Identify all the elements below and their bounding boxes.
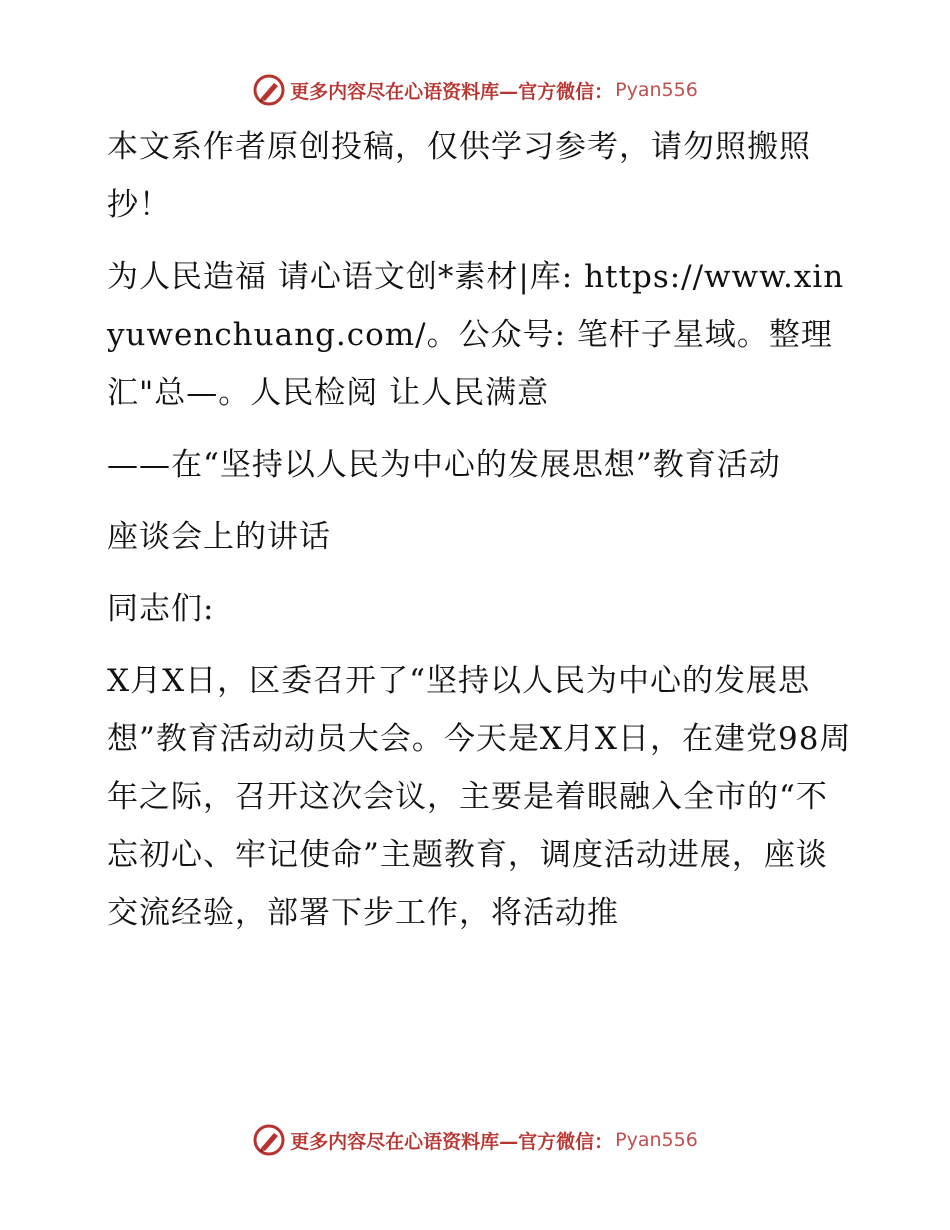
body-paragraph: X月X日，区委召开了“坚持以人民为中心的发展思想”教育活动动员大会。今天是X月X日，在建党98周年之际，召开这次会议，主要是着眼融入全市的“不忘初心、牢记使命”主题教育，调度活动进展，座谈交流经验，部署下步工作，将活动推 (107, 663, 852, 931)
subtitle-line-2: 座谈会上的讲话 (107, 519, 331, 555)
source-paragraph: 为人民造福 请心语文创*素材|库: https://www.xinyuwenchuang.com/。公众号: 笔杆子星域。整理汇"总—。人民检阅 让人民满意 (107, 259, 845, 411)
watermark-text: 更多内容尽在心语资料库—官方微信： (290, 1130, 614, 1153)
document-body (97, 118, 857, 956)
salutation: 同志们: (107, 591, 215, 627)
watermark-wechat-id: Pyan556 (615, 79, 698, 101)
disclaimer-paragraph: 本文系作者原创投稿，仅供学习参考，请勿照搬照抄！ (107, 129, 811, 223)
subtitle-line: ——在“坚持以人民为中心的发展思想”教育活动 (107, 447, 781, 483)
watermark-wechat-id: Pyan556 (615, 1129, 698, 1151)
watermark-text: 更多内容尽在心语资料库—官方微信： (290, 80, 614, 103)
pen-circle-logo-icon (252, 1123, 286, 1157)
header-watermark (0, 70, 950, 110)
pen-circle-logo-icon (252, 73, 286, 107)
footer-watermark (0, 1120, 950, 1160)
